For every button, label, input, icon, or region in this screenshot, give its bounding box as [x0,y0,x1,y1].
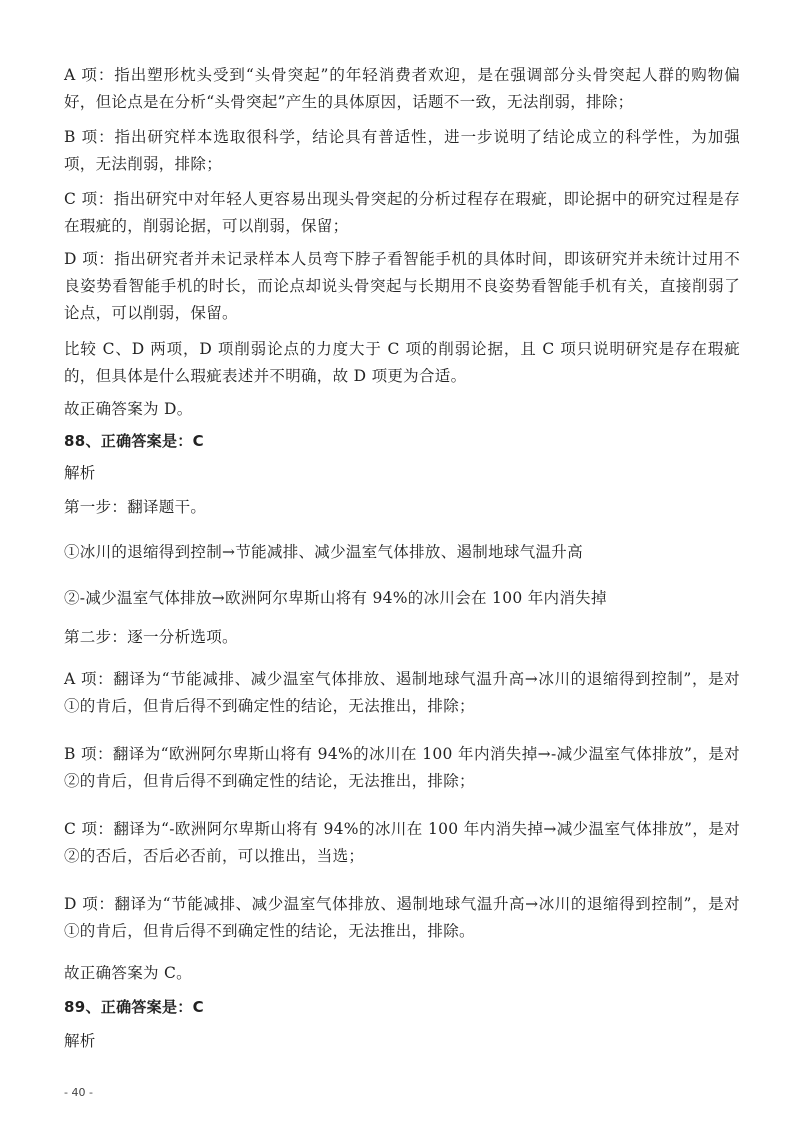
q88-option-d-analysis: D 项：翻译为“节能减排、减少温室气体排放、遏制地球气温升高→冰川的退缩得到控制”，是对①的肯后，但肯后得不到确定性的结论，无法推出，排除。 [64,895,740,940]
q89-analysis-label: 解析 [64,1032,96,1050]
q88-option-a-analysis: A 项：翻译为“节能减排、减少温室气体排放、遏制地球气温升高→冰川的退缩得到控制”，是对①的肯后，但肯后得不到确定性的结论，无法推出，排除； [64,670,740,715]
q88-premise1: ①冰川的退缩得到控制→节能减排、减少温室气体排放、遏制地球气温升高 [64,543,583,561]
q87-option-b-analysis: B 项：指出研究样本选取很科学，结论具有普适性，进一步说明了结论成立的科学性，为加强项，无法削弱，排除； [64,128,740,173]
q87-option-c-analysis: C 项：指出研究中对年轻人更容易出现头骨突起的分析过程存在瑕疵，即论据中的研究过程是存在瑕疵的，削弱论据，可以削弱，保留； [64,190,740,235]
q88-conclusion: 故正确答案为 C。 [64,964,192,982]
q88-premise2: ②-减少温室气体排放→欧洲阿尔卑斯山将有 94%的冰川会在 100 年内消失掉 [64,589,607,607]
q89-answer-header: 89、正确答案是：C [64,998,204,1016]
q88-analysis-label: 解析 [64,464,96,482]
q87-option-a-analysis: A 项：指出塑形枕头受到“头骨突起”的年轻消费者欢迎，是在强调部分头骨突起人群的购物偏好，但论点是在分析“头骨突起”产生的具体原因，话题不一致，无法削弱，排除； [64,66,740,111]
q88-step1: 第一步：翻译题干。 [64,498,207,516]
q87-conclusion: 故正确答案为 D。 [64,400,193,418]
q88-option-c-analysis: C 项：翻译为“-欧洲阿尔卑斯山将有 94%的冰川在 100 年内消失掉→减少温室气体排放”，是对②的否后，否后必否前，可以推出，当选； [64,820,740,865]
q87-option-d-analysis: D 项：指出研究者并未记录样本人员弯下脖子看智能手机的具体时间，即该研究并未统计过用不良姿势看智能手机的时长，而论点却说头骨突起与长期用不良姿势看智能手机有关，直接削弱了论点，可以削弱，保留。 [64,250,740,322]
page-number: - 40 - [64,1086,93,1099]
q88-answer-header: 88、正确答案是：C [64,432,204,450]
q87-comparison: 比较 C、D 两项，D 项削弱论点的力度大于 C 项的削弱论据，且 C 项只说明研究是存在瑕疵的，但具体是什么瑕疵表述并不明确，故 D 项更为合适。 [64,340,740,385]
q88-step2: 第二步：逐一分析选项。 [64,628,238,646]
q88-option-b-analysis: B 项：翻译为“欧洲阿尔卑斯山将有 94%的冰川在 100 年内消失掉→-减少温室气体排放”，是对②的肯后，但肯后得不到确定性的结论，无法推出，排除； [64,745,740,790]
